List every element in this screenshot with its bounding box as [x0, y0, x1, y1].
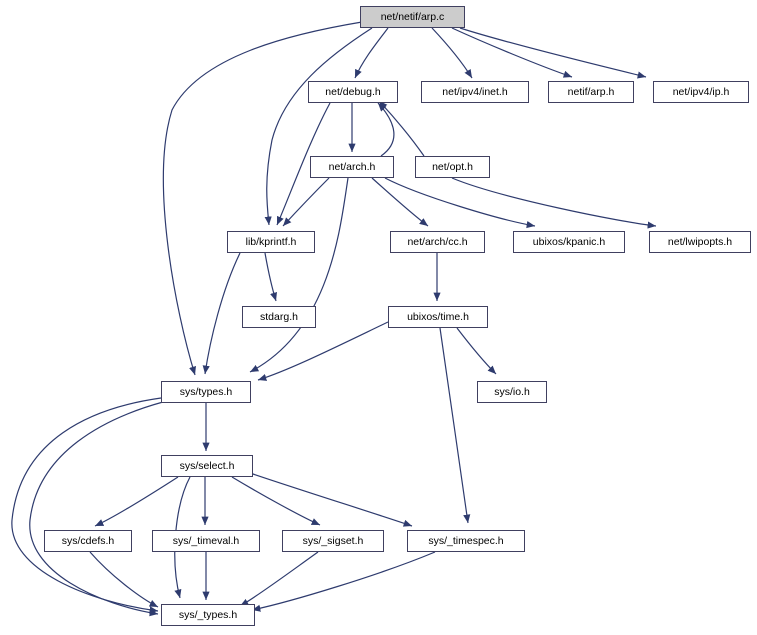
node-label: net/arch.h: [328, 160, 376, 173]
graph-node-sys-timespec-h[interactable]: [407, 530, 525, 552]
node-label: net/debug.h: [325, 85, 381, 98]
graph-node-net-ipv4-inet-h[interactable]: [421, 81, 529, 103]
node-label: net/ipv4/ip.h: [672, 85, 730, 98]
graph-node-ubixos-kpanic-h[interactable]: [513, 231, 625, 253]
node-label: sys/select.h: [179, 459, 235, 472]
graph-node-ubixos-time-h[interactable]: [388, 306, 488, 328]
graph-node-sys-io-h[interactable]: [477, 381, 547, 403]
node-label: net/ipv4/inet.h: [442, 85, 508, 98]
node-label: sys/_timespec.h: [428, 534, 504, 547]
node-label: net/arch/cc.h: [407, 235, 468, 248]
graph-node-lib-kprintf-h[interactable]: [227, 231, 315, 253]
node-label: lib/kprintf.h: [245, 235, 297, 248]
graph-node-net-arch-h[interactable]: [310, 156, 394, 178]
node-label: net/netif/arp.c: [380, 10, 445, 23]
graph-node-netif-arp-h[interactable]: [548, 81, 634, 103]
node-label: sys/types.h: [179, 385, 233, 398]
node-label: ubixos/kpanic.h: [532, 235, 606, 248]
node-label: sys/cdefs.h: [61, 534, 115, 547]
graph-node-net-arch-cc-h[interactable]: [390, 231, 485, 253]
graph-node-net-lwipopts-h[interactable]: [649, 231, 751, 253]
graph-node-sys-types-h[interactable]: [161, 381, 251, 403]
graph-node-net-debug-h[interactable]: [308, 81, 398, 103]
node-label: sys/_types.h: [178, 608, 238, 621]
graph-node-stdarg-h[interactable]: [242, 306, 316, 328]
graph-node-sys-cdefs-h[interactable]: [44, 530, 132, 552]
graph-node-sys-_types-h[interactable]: [161, 604, 255, 626]
graph-node-net-opt-h[interactable]: [415, 156, 490, 178]
graph-node-sys-sigset-h[interactable]: [282, 530, 384, 552]
graph-node-sys-timeval-h[interactable]: [152, 530, 260, 552]
node-label: net/lwipopts.h: [667, 235, 733, 248]
graph-node-net-ipv4-ip-h[interactable]: [653, 81, 749, 103]
graph-node-sys-select-h[interactable]: [161, 455, 253, 477]
node-label: sys/io.h: [494, 385, 530, 398]
graph-node-root[interactable]: [360, 6, 465, 28]
node-label: netif/arp.h: [567, 85, 615, 98]
node-label: ubixos/time.h: [407, 310, 469, 323]
node-label: sys/_timeval.h: [172, 534, 240, 547]
node-label: sys/_sigset.h: [302, 534, 364, 547]
node-label: net/opt.h: [432, 160, 473, 173]
node-label: stdarg.h: [260, 310, 298, 323]
